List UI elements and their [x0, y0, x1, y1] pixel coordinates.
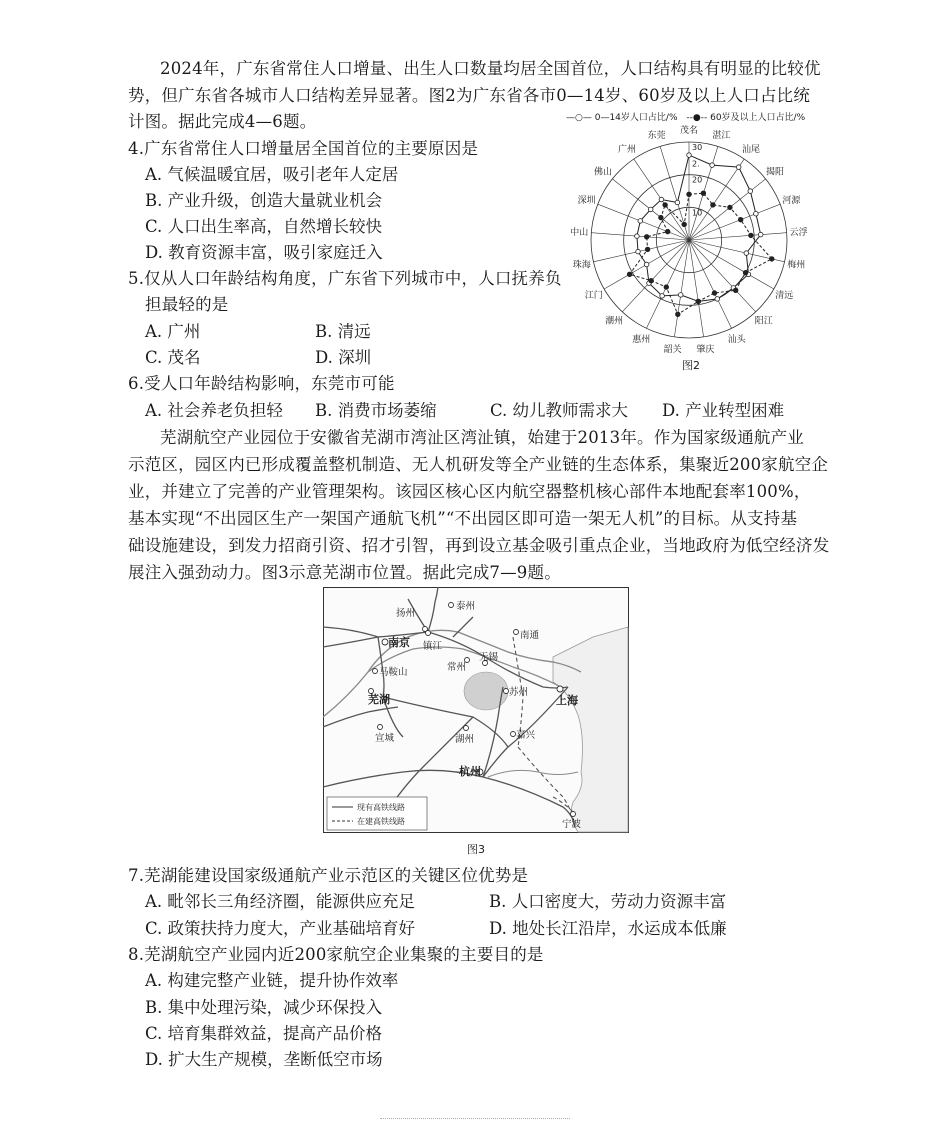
radar-point-elderly-18 [659, 215, 664, 220]
radar-point-children-16 [635, 234, 640, 239]
label-shanghai: 上海 [556, 694, 578, 707]
radar-point-children-1 [710, 163, 715, 168]
radar-point-children-9 [715, 297, 720, 302]
passage2-line3: 业，并建立了完善的产业管理架构。该园区核心区内航空器整机核心部件本地配套率100%， [128, 482, 811, 501]
radar-point-elderly-5 [749, 233, 754, 238]
radar-scale-label-0: 10 [692, 208, 703, 218]
radar-point-children-12 [660, 294, 665, 299]
radar-point-children-5 [758, 232, 763, 237]
legend-existing-label: 现有高铁线路 [357, 803, 405, 812]
label-wuhu: 芜湖 [368, 693, 390, 706]
radar-point-elderly-7 [743, 270, 748, 275]
q7-option-b[interactable]: B. 人口密度大，劳动力资源丰富 [489, 892, 727, 911]
radar-point-elderly-12 [664, 285, 669, 290]
radar-point-elderly-3 [728, 205, 733, 210]
label-nanjing: 南京 [388, 636, 410, 649]
passage1-line1: 2024年，广东省常住人口增量、出生人口数量均居全国首位，人口结构具有明显的比较优 [160, 59, 821, 78]
page-footer-mark [380, 1118, 570, 1123]
q8-option-c[interactable]: C. 培育集群效益，提高产品价格 [145, 1024, 383, 1043]
radar-point-children-18 [648, 207, 653, 212]
radar-point-elderly-10 [696, 299, 701, 304]
passage1-line2: 势，但广东省各城市人口结构差异显著。图2为广东省各市0—14岁、60岁及以上人口占比统 [128, 86, 811, 105]
q7-stem: 7.芜湖能建设国家级通航产业示范区的关键区位优势是 [128, 866, 529, 885]
q4-option-a[interactable]: A. 气候温暖宜居，吸引老年人定居 [145, 165, 399, 184]
q4-option-b[interactable]: B. 产业升级，创造大量就业机会 [145, 191, 383, 210]
radar-point-elderly-4 [738, 217, 743, 222]
marker-jiaxing [511, 732, 516, 737]
taihu-lake [464, 672, 508, 710]
legend-a-label: 0—14岁人口占比/% [594, 113, 678, 123]
label-maanshan: 马鞍山 [379, 667, 408, 678]
radar-spoke-2 [689, 159, 744, 240]
radar-city-label-14: 江门 [584, 291, 603, 301]
q5-stem-line1: 5.仅从人口年龄结构角度，广东省下列城市中，人口抚养负 [128, 269, 562, 288]
q7-option-d[interactable]: D. 地处长江沿岸，水运成本低廉 [489, 919, 727, 938]
q4-option-c[interactable]: C. 人口出生率高，自然增长较快 [145, 217, 383, 236]
q6-option-a[interactable]: A. 社会养老负担轻 [145, 401, 283, 420]
passage2-line2: 示范区，园区内已形成覆盖整机制造、无人机研发等全产业链的生态体系，集聚近200家航空企 [128, 455, 829, 474]
label-jiaxing: 嘉兴 [516, 730, 536, 741]
marker-suzhou [504, 689, 509, 694]
q6-option-b[interactable]: B. 消费市场萎缩 [315, 401, 437, 420]
q6-option-d[interactable]: D. 产业转型困难 [662, 401, 785, 420]
radar-point-children-0 [687, 153, 692, 158]
radar-point-elderly-16 [644, 235, 649, 240]
radar-point-children-4 [754, 211, 759, 216]
radar-city-label-13: 潮州 [605, 316, 624, 327]
radar-city-label-8: 阳江 [754, 316, 773, 327]
radar-city-label-6: 梅州 [787, 260, 806, 271]
marker-shanghai [557, 686, 563, 692]
figure2-radar-chart [555, 120, 835, 370]
marker-huzhou [464, 726, 469, 731]
radar-point-elderly-17 [665, 229, 670, 234]
radar-point-elderly-20 [682, 222, 687, 227]
radar-city-label-5: 云浮 [789, 227, 808, 238]
radar-city-label-20: 东莞 [647, 130, 666, 141]
radar-point-children-11 [678, 293, 683, 298]
radar-point-elderly-13 [649, 278, 654, 283]
q4-stem: 4.广东省常住人口增量居全国首位的主要原因是 [128, 139, 479, 158]
passage2-line6: 展注入强劲动力。图3示意芜湖市位置。据此完成7—9题。 [128, 563, 561, 582]
label-taizhou: 泰州 [456, 601, 476, 612]
label-ningbo: 宁波 [562, 819, 582, 830]
figure3-legend [327, 797, 427, 830]
passage2-line5: 础设施建设，到发力招商引资、招才引智，再到设立基金吸引重点企业，当地政府为低空经济发 [128, 536, 830, 555]
q5-stem-line2: 担最轻的是 [145, 295, 229, 314]
radar-city-label-18: 佛山 [593, 167, 613, 178]
q7-option-a[interactable]: A. 毗邻长三角经济圈，能源供应充足 [145, 892, 415, 911]
marker-xuancheng [378, 725, 383, 730]
passage1-line3: 计图。据此完成4—6题。 [128, 112, 317, 131]
legend-building-label: 在建高铁线路 [357, 817, 405, 826]
marker-zhenjiang [426, 631, 431, 636]
label-changzhou: 常州 [447, 662, 467, 673]
q8-option-d[interactable]: D. 扩大生产规模，垄断低空市场 [145, 1050, 383, 1069]
q5-option-d[interactable]: D. 深圳 [315, 348, 372, 367]
legend-b-label: 60岁及以上人口占比/% [710, 113, 806, 123]
radar-city-label-11: 韶关 [663, 344, 682, 355]
radar-spoke-17 [598, 204, 689, 240]
label-zhenjiang: 镇江 [423, 641, 443, 652]
q6-option-c[interactable]: C. 幼儿教师需求大 [490, 401, 629, 420]
q5-option-c[interactable]: C. 茂名 [145, 348, 201, 367]
legend-line-icon-open: —○— [566, 113, 592, 123]
figure3-caption: 图3 [467, 843, 485, 856]
marker-nantong [514, 630, 519, 635]
marker-taizhou [449, 603, 454, 608]
label-wuxi: 无锡 [479, 652, 499, 663]
radar-spoke-5 [689, 233, 787, 240]
radar-city-label-16: 中山 [570, 227, 589, 238]
radar-point-elderly-15 [645, 247, 650, 252]
radar-scale-label-1: 20 [692, 175, 703, 185]
label-suzhou: 苏州 [509, 687, 529, 698]
radar-point-elderly-19 [663, 203, 668, 208]
radar-scale-label-3: 30 [692, 143, 703, 152]
radar-spoke-15 [593, 240, 689, 262]
q5-option-a[interactable]: A. 广州 [145, 322, 201, 341]
radar-point-elderly-1 [701, 191, 706, 196]
radar-spoke-13 [622, 240, 689, 312]
radar-point-children-14 [644, 262, 649, 267]
q6-stem: 6.受人口年龄结构影响，东莞市可能 [128, 374, 395, 393]
radar-city-label-0: 茂名 [679, 126, 699, 136]
label-yangzhou: 扬州 [396, 608, 416, 619]
radar-city-label-2: 汕尾 [741, 145, 760, 156]
radar-city-label-7: 清远 [775, 291, 794, 301]
radar-point-children-2 [736, 165, 741, 170]
radar-city-label-9: 汕头 [727, 335, 746, 346]
radar-point-elderly-2 [711, 203, 716, 208]
radar-point-children-15 [636, 249, 641, 254]
figure2-caption: 图2 [682, 359, 700, 372]
figure3-map [323, 587, 629, 833]
radar-spoke-4 [689, 204, 780, 240]
radar-scale-label-2: 2. [692, 159, 700, 169]
radar-city-label-17: 深圳 [577, 195, 596, 206]
label-hangzhou: 杭州 [459, 765, 481, 778]
q8-option-a[interactable]: A. 构建完整产业链，提升协作效率 [145, 971, 399, 990]
radar-spoke-16 [591, 233, 689, 240]
passage2-line1: 芜湖航空产业园位于安徽省芜湖市湾沚区湾沚镇，始建于2013年。作为国家级通航产业 [160, 428, 804, 447]
radar-city-label-15: 珠海 [572, 260, 591, 271]
radar-city-label-19: 广州 [618, 145, 637, 156]
passage2-line4: 基本实现“不出园区生产一架国产通航飞机”“不出园区即可造一架无人机”的目标。从支持基 [128, 509, 798, 528]
radar-point-children-19 [659, 197, 664, 202]
radar-city-label-12: 惠州 [632, 335, 651, 346]
q5-option-b[interactable]: B. 清远 [315, 322, 371, 341]
q4-option-d[interactable]: D. 教育资源丰富，吸引家庭迁入 [145, 243, 383, 262]
label-nantong: 南通 [520, 630, 540, 641]
q7-option-c[interactable]: C. 政策扶持力度大，产业基础培育好 [145, 919, 416, 938]
radar-point-elderly-9 [712, 291, 717, 296]
radar-point-elderly-0 [687, 192, 692, 197]
radar-city-label-10: 肇庆 [696, 344, 715, 355]
marker-ningbo [571, 812, 576, 817]
radar-point-elderly-8 [733, 288, 738, 293]
radar-point-elderly-11 [676, 312, 681, 317]
radar-city-label-4: 河源 [782, 195, 801, 206]
radar-point-children-6 [744, 251, 749, 256]
legend-line-icon-filled: --●-- [686, 113, 708, 123]
marker-maanshan [373, 669, 378, 674]
radar-city-label-3: 揭阳 [765, 167, 785, 178]
radar-city-label-1: 湛江 [712, 130, 731, 141]
radar-point-elderly-6 [770, 257, 775, 262]
q8-stem: 8.芜湖航空产业园内近200家航空企业集聚的主要目的是 [128, 945, 544, 964]
label-huzhou: 湖州 [455, 734, 475, 745]
q8-option-b[interactable]: B. 集中处理污染，减少环保投入 [145, 998, 383, 1017]
radar-point-children-3 [748, 189, 753, 194]
radar-point-children-20 [675, 200, 680, 205]
label-xuancheng: 宣城 [375, 733, 395, 744]
radar-point-elderly-14 [627, 272, 632, 277]
radar-point-children-17 [638, 219, 643, 224]
